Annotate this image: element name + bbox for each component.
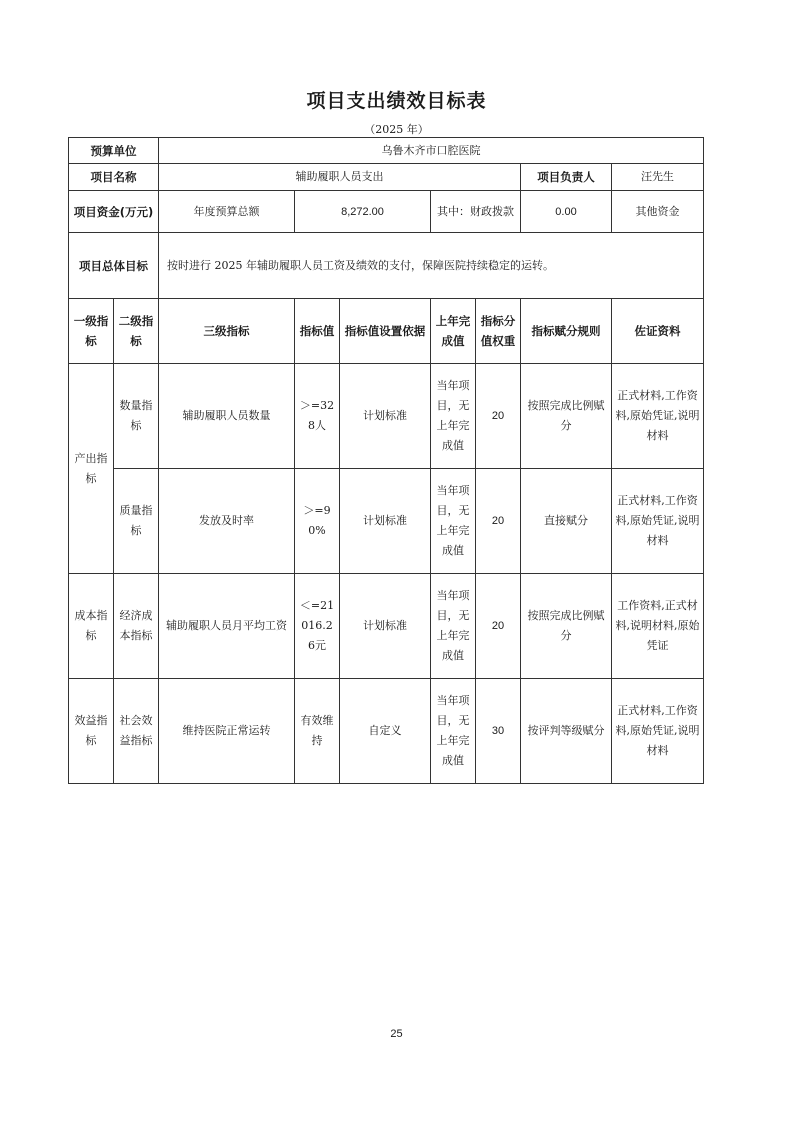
responsible-label: 项目负责人 [521,164,612,191]
value-cell: ＞=328人 [295,364,340,469]
evidence-cell: 工作资料,正式材料,说明材料,原始凭证 [612,574,704,679]
col-level2: 二级指标 [114,299,159,364]
level1-cell: 产出指标 [69,364,114,574]
column-header-row [69,299,704,364]
weight-cell: 20 [476,574,521,679]
table-row [69,469,704,574]
col-value: 指标值 [295,299,340,364]
page-number: 25 [390,1028,403,1040]
page-title: 项目支出绩效目标表 [306,90,487,112]
col-last-year: 上年完成值 [431,299,476,364]
last-year-cell: 当年项目，无上年完成值 [431,364,476,469]
level2-cell: 质量指标 [114,469,159,574]
rule-cell: 按照完成比例赋分 [521,364,612,469]
weight-cell: 30 [476,679,521,784]
table-row [69,364,704,469]
fiscal-value: 0.00 [521,191,612,233]
evidence-cell: 正式材料,工作资料,原始凭证,说明材料 [612,364,704,469]
col-weight: 指标分值权重 [476,299,521,364]
weight-cell: 20 [476,364,521,469]
value-cell: ＞=90% [295,469,340,574]
project-name-row [69,164,704,191]
basis-cell: 计划标准 [340,574,431,679]
rule-cell: 按评判等级赋分 [521,679,612,784]
weight-cell: 20 [476,469,521,574]
table-row [69,574,704,679]
col-level3: 三级指标 [159,299,295,364]
budget-unit-row [69,138,704,164]
fiscal-label: 其中：财政拨款 [431,191,521,233]
value-cell: ＜=21016.26元 [295,574,340,679]
other-label: 其他资金 [612,191,704,233]
col-level1: 一级指标 [69,299,114,364]
level1-cell: 效益指标 [69,679,114,784]
last-year-cell: 当年项目，无上年完成值 [431,679,476,784]
rule-cell: 直接赋分 [521,469,612,574]
funds-label: 项目资金(万元) [69,191,159,233]
evidence-cell: 正式材料,工作资料,原始凭证,说明材料 [612,469,704,574]
level3-cell: 辅助履职人员月平均工资 [159,574,295,679]
level1-cell: 成本指标 [69,574,114,679]
basis-cell: 计划标准 [340,364,431,469]
last-year-cell: 当年项目，无上年完成值 [431,574,476,679]
annual-budget-value: 8,272.00 [295,191,431,233]
responsible-value: 汪先生 [612,164,704,191]
basis-cell: 计划标准 [340,469,431,574]
level3-cell: 辅助履职人员数量 [159,364,295,469]
year-label: （2025 年） [364,123,429,136]
goal-row [69,233,704,299]
level3-cell: 发放及时率 [159,469,295,574]
goal-label: 项目总体目标 [69,233,159,299]
project-name-label: 项目名称 [69,164,159,191]
col-basis: 指标值设置依据 [340,299,431,364]
level2-cell: 数量指标 [114,364,159,469]
budget-unit-label: 预算单位 [69,138,159,164]
evidence-cell: 正式材料,工作资料,原始凭证,说明材料 [612,679,704,784]
table-row [69,679,704,784]
funds-row [69,191,704,233]
level2-cell: 经济成本指标 [114,574,159,679]
level2-cell: 社会效益指标 [114,679,159,784]
last-year-cell: 当年项目，无上年完成值 [431,469,476,574]
goal-value: 按时进行 2025 年辅助履职人员工资及绩效的支付，保障医院持续稳定的运转。 [159,233,704,299]
basis-cell: 自定义 [340,679,431,784]
col-evidence: 佐证资料 [612,299,704,364]
col-rule: 指标赋分规则 [521,299,612,364]
performance-table [68,137,704,784]
value-cell: 有效维持 [295,679,340,784]
rule-cell: 按照完成比例赋分 [521,574,612,679]
budget-unit-value: 乌鲁木齐市口腔医院 [159,138,704,164]
annual-budget-label: 年度预算总额 [159,191,295,233]
project-name-value: 辅助履职人员支出 [159,164,521,191]
level3-cell: 维持医院正常运转 [159,679,295,784]
